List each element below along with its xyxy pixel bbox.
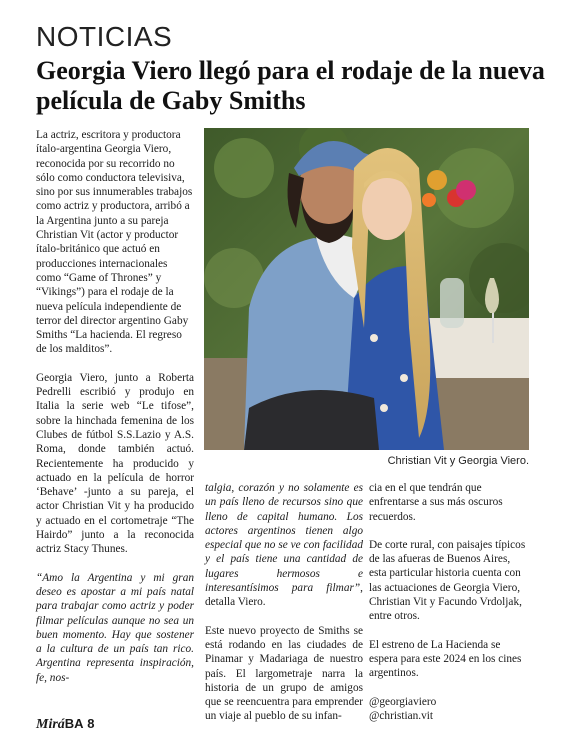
page-footer — [36, 716, 94, 733]
column-3 — [369, 481, 529, 723]
quote-text: talgia, corazón y no solamente es un país lleno de recursos sino que lleno de capital humano. Los actores argentinos tienen algo especial que no se ve con facilidad y el país tiene una cantidad de lugares hermosos e interesantísimos para filmar” — [205, 482, 363, 595]
quote-paragraph: “Amo la Argentina y mi gran deseo es apostar a mi país natal para trabajar como actriz y poder filmar películas aunque no sea un buen momento. Hay que sostener a la cultura de un país tan rico. Argentina representa inspiración, fe, nos- — [36, 571, 194, 684]
social-handle[interactable]: @georgiaviero — [369, 695, 437, 708]
section-label: NOTICIAS — [36, 21, 173, 52]
magazine-logo-suffix: BA — [64, 716, 84, 731]
column-1 — [36, 128, 194, 699]
paragraph: Este nuevo proyecto de Smiths se está rodando en las ciudades de Pinamar y Madariaga de nuestro país. El largometraje narra la historia de un grupo de amigos que se reencuentra para emprender un viaje al pueblo de su infan- — [205, 624, 363, 723]
paragraph: Georgia Viero, junto a Roberta Pedrelli escribió y produjo en Italia la serie web “Le tifose”, sobre la hinchada femenina de los Clubes de fútbol S.S.Lazio y A.S. Roma, donde también actuó. Recientemente ha producido y actuado en la película de horror ‘Behave’ -junto a su pareja, el actor Christian Vit y ha producido y actuado en el cortometraje “The Hairdo” junto a la reconocida actriz Stacy Thunes. — [36, 371, 194, 556]
article-photo — [204, 128, 529, 450]
page-number: 8 — [87, 716, 95, 731]
paragraph: El estreno de La Hacienda se espera para este 2024 en los cines argentinos. — [369, 638, 522, 680]
article-headline: Georgia Viero llegó para el rodaje de la nueva película de Gaby Smiths — [36, 56, 545, 115]
paragraph: La actriz, escritora y productora ítalo-argentina Georgia Viero, reconocida por su recorrido no sólo como conductora televisiva, sino por sus innumerables trabajos como actriz y productora, arribó a la Argentina junto a su pareja Christian Vit (actor y productor ítalo-británico que actuó en producciones internacionales como “Game of Thrones” y “Vikings”) para el rodaje de la nueva película independiente de terror del director argentino Gaby Smiths “La hacienda. El regreso de los malditos”. — [36, 129, 193, 356]
social-handle[interactable]: @christian.vit — [369, 709, 434, 722]
couple-photo-illustration — [204, 128, 529, 450]
paragraph: cia en el que tendrán que enfrentarse a sus más oscuros recuerdos. — [369, 482, 503, 523]
paragraph: De corte rural, con paisajes típicos de las afueras de Buenos Aires, esta particular historia cuenta con las actuaciones de Georgia Viero, Christian Vit y Facundo Vrdoljak, entre otros. — [369, 538, 526, 623]
column-2 — [205, 481, 363, 738]
quote-attribution: , detalla Viero. — [205, 582, 363, 609]
photo-caption: Christian Vit y Georgia Viero. — [387, 455, 529, 467]
magazine-logo: Mirá — [36, 717, 65, 732]
